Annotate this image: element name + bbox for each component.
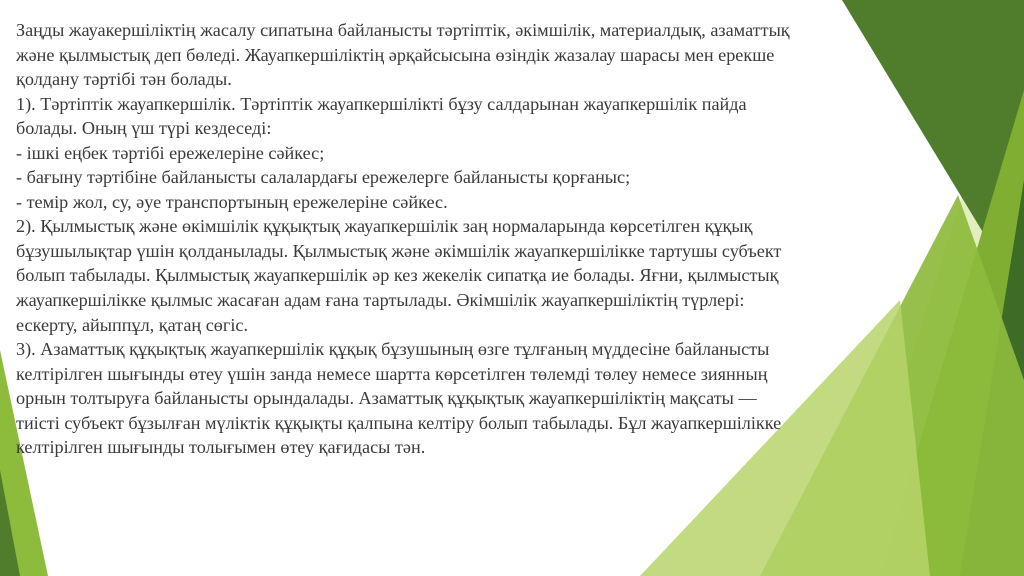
text-line: болады. Оның үш түрі кездеседі: (16, 118, 272, 139)
text-line: болып табылады. Қылмыстық жауапкершілік әр кез жекелік сипатқа ие болады. Яғни, қылмыстық (16, 265, 779, 286)
text-line: қолдану тәртібі тән болады. (16, 69, 232, 90)
text-line: 2). Қылмыстық және өкімшілік құқықтық жауапкершілік заң нормаларында көрсетілген құқық (16, 216, 753, 237)
text-line: бұзушылықтар үшін қолданылады. Қылмыстық және әкімшілік жауапкершілікке тартушы субъект (16, 240, 782, 261)
text-line: - темір жол, су, әуе транспортының ережелеріне сәйкес. (16, 191, 448, 212)
text-line: келтірілген шығынды толығымен өтеу қағидасы тән. (16, 437, 426, 458)
text-line: орнын толтыруға байланысты орындалады. Азаматтық құқықтық жауапкершіліктің мақсаты — (16, 388, 757, 409)
text-line: Заңды жауакершіліктің жасалу сипатына байланысты тәртіптік, әкімшілік, материалдық, азаматтық (16, 20, 790, 40)
text-line: тиісті субъект бұзылған мүліктік құқықты қалпына келтіру болып табылады. Бұл жауапкершілікке (16, 412, 782, 433)
text-line: ескерту, айыппұл, қатаң сөгіс. (16, 314, 248, 335)
text-line: - ішкі еңбек тәртібі ережелеріне сәйкес; (16, 142, 325, 163)
text-line: келтірілген шығынды өтеу үшін занда немесе шартта көрсетілген төлемді төлеу немесе зиянның (16, 363, 768, 384)
text-line: - бағыну тәртібіне байланысты салалардағы ережелерге байланысты қорғаныс; (16, 167, 631, 188)
text-line: 1). Тәртіптік жауапкершілік. Тәртіптік жауапкершілікті бұзу салдарынан жауапкершілік пайда (16, 93, 747, 114)
text-line: 3). Азаматтық құқықтық жауапкершілік құқық бұзушының өзге тұлғаның мүддесіне байланысты (16, 339, 770, 360)
slide-body-text (16, 18, 1016, 460)
text-line: және қылмыстық деп бөледі. Жауапкершіліктің әрқайсысына өзіндік жазалау шарасы мен ерекше (16, 44, 775, 65)
text-line: жауапкершілікке қылмыс жасаған адам ғана тартылады. Әкімшілік жауапкершіліктің түрлері: (16, 290, 745, 311)
